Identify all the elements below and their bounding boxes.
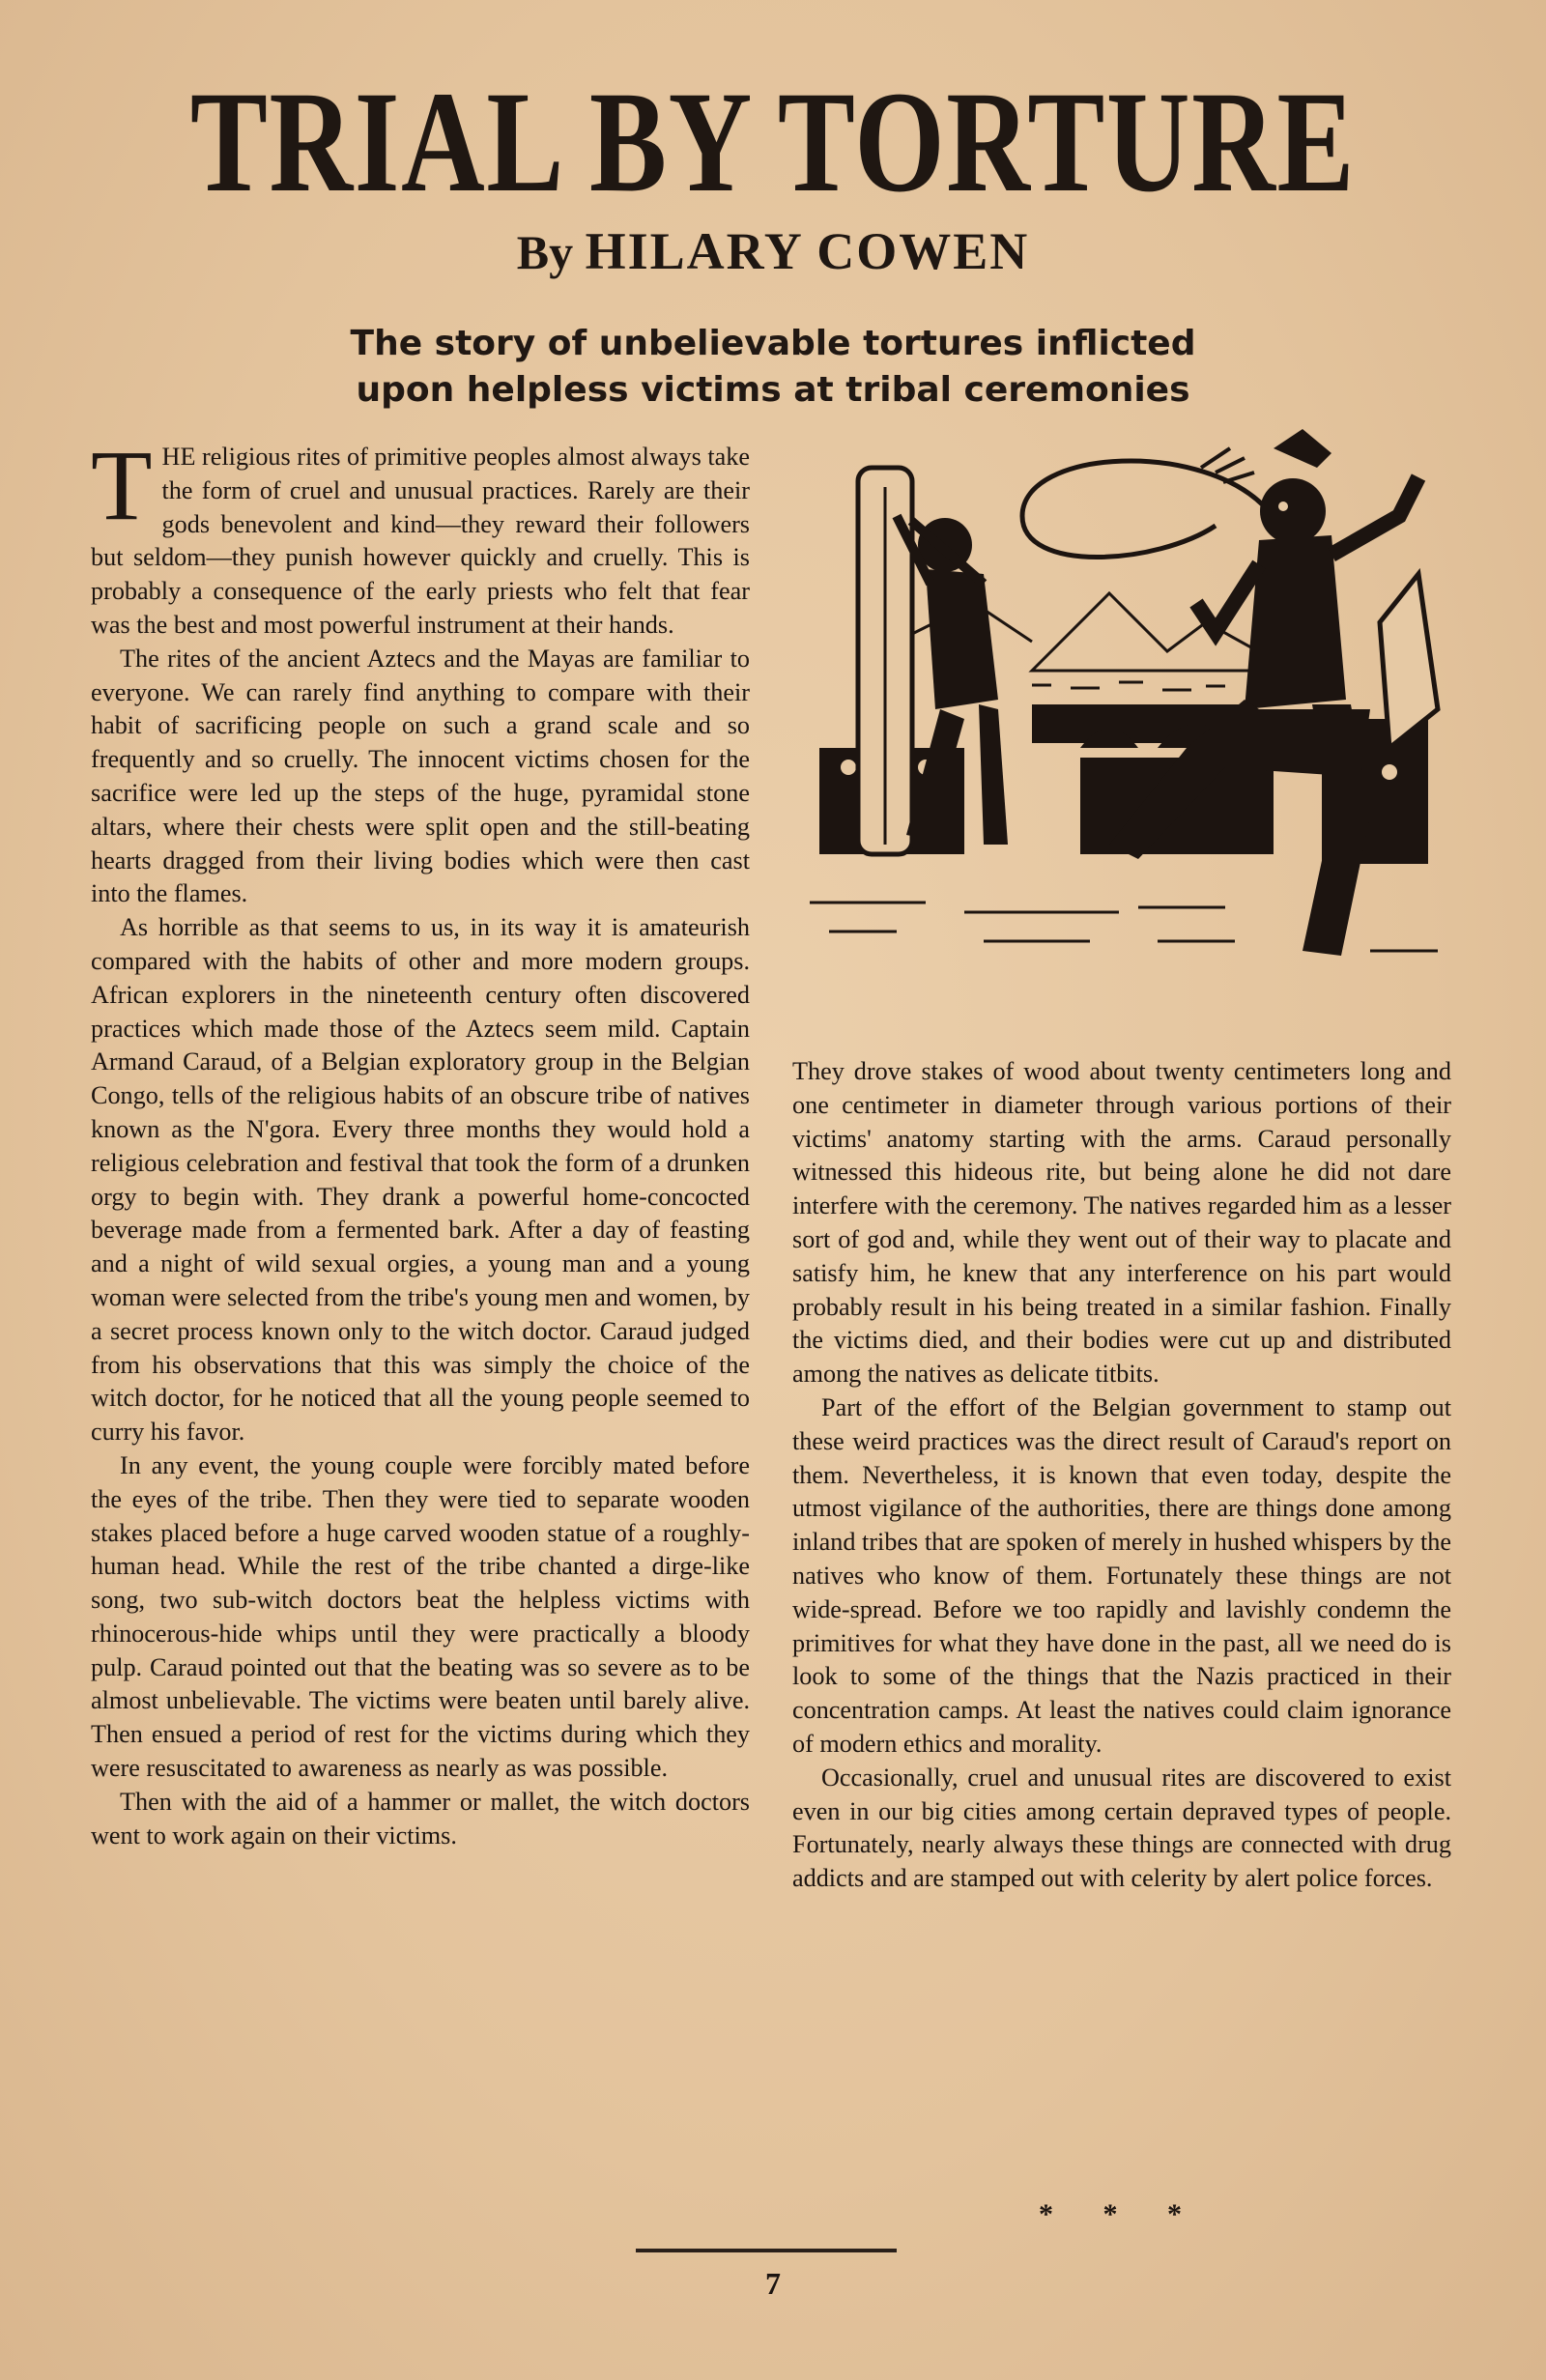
- paragraph: In any event, the young couple were forcibly mated before the eyes of the tribe. Then they were tied to separate wooden stakes placed before a huge carved wooden statue of a roughly-human head. While the rest of the tribe chanted a dirge-like song, two sub-witch doctors beat the helpless victims with rhinocerous-hide whips until they were practically a bloody pulp. Caraud pointed out that the beating was so severe as to be almost unbelievable. The victims were beaten until barely alive. Then ensued a period of rest for the victims during which they were resuscitated to awareness as nearly as was possible.: [91, 1450, 750, 1783]
- first-word-rest: HE: [161, 443, 196, 471]
- right-column: [792, 1055, 1451, 1896]
- paragraph: [91, 430, 750, 643]
- end-marks: * * *: [1039, 2198, 1203, 2230]
- paragraph-text: religious rites of primitive peoples almost always take the form of cruel and unusual practices. Rarely are their gods benevolent and kind—they reward their followers but seldom—they punish however quickly and cruelly. This is probably a consequence of the early priests who felt that fear was the best and most powerful instrument at their hands.: [91, 443, 750, 639]
- left-column: [91, 430, 750, 1852]
- page-number: 7: [765, 2266, 781, 2301]
- byline: [0, 224, 1546, 279]
- paragraph: The rites of the ancient Aztecs and the Mayas are familiar to everyone. We can rarely find anything to compare with their habit of sacrificing people on such a grand scale and so frequently and so cruelly. The innocent victims chosen for the sacrifice were led up the steps of the huge, pyramidal stone altars, where their chests were split open and the still-beating hearts dragged from their living bodies which were then cast into the flames.: [91, 644, 750, 908]
- ritual-illustration: [790, 429, 1457, 994]
- paragraph: Then with the aid of a hammer or mallet, the witch doctors went to work again on their victims.: [91, 1787, 750, 1850]
- article-subtitle: The story of unbelievable tortures inflicted upon helpless victims at tribal ceremonies: [350, 324, 1196, 410]
- footer-rule: [636, 2249, 897, 2252]
- paragraph: They drove stakes of wood about twenty centimeters long and one centimeter in diameter through various portions of their victims' anatomy starting with the arms. Caraud personally witnessed this hideous rite, but being alone he did not dare interfere with the ceremony. The natives regarded him as a lesser sort of god and, while they went out of their way to placate and satisfy him, he knew that any interference on his part would probably result in his being treated in a similar fashion. Finally the victims died, and their bodies were cut up and distributed among the natives as delicate titbits.: [792, 1057, 1451, 1389]
- byline-prefix: By: [516, 225, 574, 279]
- paragraph: Occasionally, cruel and unusual rites are discovered to exist even in our big cities among certain depraved types of people. Fortunately, nearly always these things are connected with drug addicts and are stamped out with celerity by alert police forces.: [792, 1763, 1451, 1893]
- article-title: TRIAL BY TORTURE: [189, 62, 1357, 222]
- paragraph: As horrible as that seems to us, in its way it is amateurish compared with the habits of other and more modern groups. African explorers in the nineteenth century often discovered practices which made those of the Aztecs seem mild. Captain Armand Caraud, of a Belgian exploratory group in the Belgian Congo, tells of the religious habits of an obscure tribe of natives known as the N'gora. Every three months they would hold a religious celebration and festival that took the form of a drunken orgy to begin with. They drank a powerful home-concocted beverage made from a fermented bark. After a day of feasting and a night of wild sexual orgies, a young man and a young woman were selected from the tribe's young men and women, by a secret process known only to the witch doctor. Caraud judged from his observations that this was simply the choice of the witch doctor, for he noticed that all the young people seemed to curry his favor.: [91, 913, 750, 1447]
- paragraph: Part of the effort of the Belgian government to stamp out these weird practices was the direct result of Caraud's report on them. Nevertheless, it is known that even today, despite the utmost vigilance of the authorities, there are things done among inland tribes that are spoken of merely in hushed whispers by the natives who know of them. Fortunately these things are not wide-spread. Before we too rapidly and lavishly condemn the primitives for what they have done in the past, all we need do is look to some of the things that the Nazis practiced in their concentration camps. At least the natives could claim ignorance of modern ethics and morality.: [792, 1392, 1451, 1758]
- byline-author: HILARY COWEN: [585, 222, 1030, 280]
- drop-cap: T: [91, 430, 153, 541]
